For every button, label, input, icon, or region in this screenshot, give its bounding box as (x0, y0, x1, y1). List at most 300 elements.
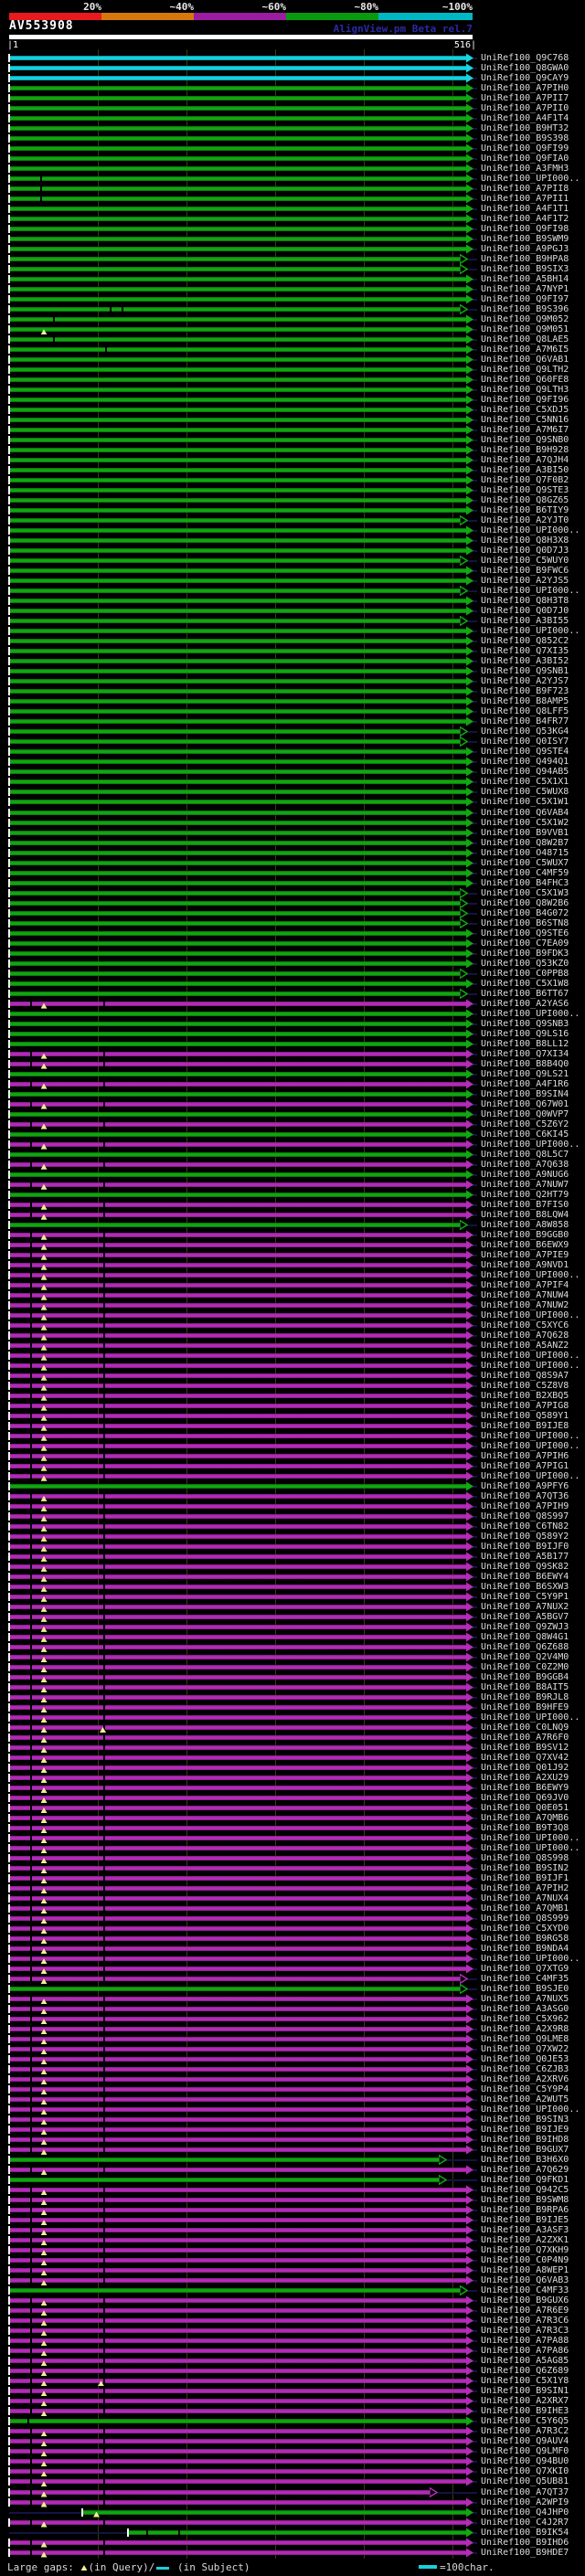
alignment-bar[interactable] (9, 1796, 466, 1800)
alignment-bar[interactable] (9, 1052, 466, 1056)
alignment-bar[interactable] (9, 739, 460, 744)
subject-label[interactable]: UniRef100_A3BI55 (481, 616, 569, 627)
subject-label[interactable]: UniRef100_Q7XKH9 (481, 2245, 569, 2256)
alignment-bar[interactable] (9, 1705, 466, 1710)
subject-label[interactable]: UniRef100_Q0JE53 (481, 2054, 569, 2065)
subject-label[interactable]: UniRef100_C6TN82 (481, 1521, 569, 1532)
subject-label[interactable]: UniRef100_B9SIN3 (481, 2115, 569, 2125)
subject-label[interactable]: UniRef100_Q9LTH2 (481, 365, 569, 376)
alignment-bar[interactable] (9, 1956, 466, 1961)
alignment-bar[interactable] (9, 2540, 466, 2545)
alignment-bar[interactable] (9, 1293, 466, 1298)
alignment-bar[interactable] (9, 2278, 466, 2283)
subject-label[interactable]: UniRef100_A5BH14 (481, 274, 569, 285)
subject-label[interactable]: UniRef100_Q9FIA0 (481, 154, 569, 164)
alignment-bar[interactable] (9, 2137, 466, 2142)
subject-label[interactable]: UniRef100_C5X1Y8 (481, 2376, 569, 2387)
alignment-bar[interactable] (9, 981, 466, 986)
subject-label[interactable]: UniRef100_A5AG85 (481, 2356, 569, 2367)
alignment-bar[interactable] (9, 357, 466, 362)
subject-label[interactable]: UniRef100_Q53KG4 (481, 726, 569, 737)
alignment-bar[interactable] (9, 689, 466, 694)
subject-label[interactable]: UniRef100_B4FR77 (481, 716, 569, 727)
alignment-bar[interactable] (9, 408, 466, 412)
alignment-bar[interactable] (9, 1574, 466, 1579)
subject-label[interactable]: UniRef100_C5Z6Y2 (481, 1118, 569, 1129)
alignment-bar[interactable] (9, 1936, 466, 1941)
alignment-bar[interactable] (9, 146, 466, 151)
alignment-bar[interactable] (9, 377, 466, 382)
alignment-bar[interactable] (9, 1162, 466, 1167)
alignment-bar[interactable] (9, 931, 466, 936)
alignment-bar[interactable] (9, 1946, 466, 1951)
alignment-bar[interactable] (9, 126, 466, 131)
subject-label[interactable]: UniRef100_A2YJT0 (481, 515, 569, 526)
subject-label[interactable]: UniRef100_B9IJF0 (481, 1541, 569, 1552)
alignment-bar[interactable] (9, 478, 466, 482)
alignment-bar[interactable] (9, 1695, 466, 1700)
alignment-bar[interactable] (9, 599, 466, 603)
alignment-bar[interactable] (9, 277, 466, 281)
subject-label[interactable]: UniRef100_UPI000.. (481, 1712, 580, 1723)
alignment-bar[interactable] (9, 2429, 466, 2433)
subject-label[interactable]: UniRef100_A7PII8 (481, 184, 569, 195)
subject-label[interactable]: UniRef100_A2YAS6 (481, 998, 569, 1009)
alignment-bar[interactable] (9, 609, 466, 613)
alignment-bar[interactable] (9, 2178, 439, 2182)
subject-label[interactable]: UniRef100_C4MF33 (481, 2285, 569, 2296)
alignment-bar[interactable] (9, 76, 466, 80)
subject-label[interactable]: UniRef100_B9IHE3 (481, 2406, 569, 2417)
alignment-bar[interactable] (9, 1373, 466, 1378)
alignment-bar[interactable] (9, 528, 466, 533)
subject-label[interactable]: UniRef100_Q942C5 (481, 2185, 569, 2196)
subject-label[interactable]: UniRef100_UPI000.. (481, 626, 580, 637)
subject-label[interactable]: UniRef100_A7R3C6 (481, 2316, 569, 2327)
subject-label[interactable]: UniRef100_B9GGB0 (481, 1229, 569, 1240)
alignment-bar[interactable] (9, 1383, 466, 1388)
subject-label[interactable]: UniRef100_Q9SNB1 (481, 666, 569, 677)
alignment-bar[interactable] (9, 1966, 466, 1971)
alignment-bar[interactable] (9, 176, 466, 181)
subject-label[interactable]: UniRef100_Q8S997 (481, 1511, 569, 1521)
subject-label[interactable]: UniRef100_Q2HT79 (481, 1189, 569, 1200)
alignment-bar[interactable] (9, 1715, 466, 1720)
alignment-bar[interactable] (9, 1856, 466, 1860)
subject-label[interactable]: UniRef100_B7FIS0 (481, 1199, 569, 1210)
subject-label[interactable]: UniRef100_A5B177 (481, 1551, 569, 1562)
subject-label[interactable]: UniRef100_Q6VAB3 (481, 2275, 569, 2286)
subject-label[interactable]: UniRef100_B9NDA4 (481, 1944, 569, 1955)
subject-label[interactable]: UniRef100_B4G072 (481, 907, 569, 918)
subject-label[interactable]: UniRef100_Q8W2B6 (481, 897, 569, 908)
subject-label[interactable]: UniRef100_A7PIH9 (481, 1500, 569, 1511)
alignment-bar[interactable] (9, 921, 460, 926)
subject-label[interactable]: UniRef100_A2YJS5 (481, 576, 569, 587)
alignment-bar[interactable] (9, 96, 466, 101)
subject-label[interactable]: UniRef100_Q9LME8 (481, 2034, 569, 2045)
subject-label[interactable]: UniRef100_A7Q638 (481, 1159, 569, 1170)
subject-label[interactable]: UniRef100_UPI000.. (481, 1139, 580, 1150)
alignment-bar[interactable] (9, 1866, 466, 1871)
alignment-bar[interactable] (9, 1313, 466, 1318)
alignment-bar[interactable] (9, 136, 466, 141)
subject-label[interactable]: UniRef100_A7PIE9 (481, 1249, 569, 1260)
subject-label[interactable]: UniRef100_Q589Y2 (481, 1531, 569, 1542)
alignment-bar[interactable] (9, 287, 466, 292)
subject-label[interactable]: UniRef100_C5WUY0 (481, 556, 569, 567)
subject-label[interactable]: UniRef100_A5ANZ2 (481, 1340, 569, 1351)
alignment-bar[interactable] (9, 307, 460, 312)
subject-label[interactable]: UniRef100_Q9SNB0 (481, 435, 569, 446)
alignment-bar[interactable] (9, 297, 466, 302)
alignment-bar[interactable] (9, 1353, 466, 1358)
subject-label[interactable]: UniRef100_A5BGV7 (481, 1611, 569, 1622)
subject-label[interactable]: UniRef100_Q0WVP7 (481, 1108, 569, 1119)
alignment-bar[interactable] (9, 1765, 466, 1770)
subject-label[interactable]: UniRef100_Q0D7J0 (481, 606, 569, 617)
subject-label[interactable]: UniRef100_C4MF59 (481, 867, 569, 878)
alignment-bar[interactable] (9, 1172, 466, 1177)
alignment-bar[interactable] (9, 800, 466, 804)
subject-label[interactable]: UniRef100_C5XDJ5 (481, 405, 569, 416)
subject-label[interactable]: UniRef100_B6STN8 (481, 917, 569, 928)
subject-label[interactable]: UniRef100_Q01J92 (481, 1763, 569, 1773)
alignment-bar[interactable] (9, 1454, 466, 1458)
subject-label[interactable]: UniRef100_A9NUG6 (481, 1169, 569, 1180)
subject-label[interactable]: UniRef100_B8LQW4 (481, 1209, 569, 1220)
alignment-bar[interactable] (9, 1424, 466, 1428)
alignment-bar[interactable] (9, 821, 466, 825)
alignment-bar[interactable] (9, 578, 466, 583)
subject-label[interactable]: UniRef100_B9RJL8 (481, 1692, 569, 1702)
subject-label[interactable]: UniRef100_B9HPA8 (481, 254, 569, 265)
alignment-bar[interactable] (9, 317, 466, 322)
alignment-bar[interactable] (9, 2419, 466, 2423)
alignment-bar[interactable] (9, 951, 466, 956)
alignment-bar[interactable] (9, 558, 460, 563)
subject-label[interactable]: UniRef100_A7PII0 (481, 103, 569, 113)
subject-label[interactable]: UniRef100_UPI000.. (481, 1008, 580, 1019)
alignment-bar[interactable] (9, 267, 460, 271)
alignment-bar[interactable] (9, 2348, 466, 2353)
subject-label[interactable]: UniRef100_A4F1T1 (481, 204, 569, 215)
alignment-bar[interactable] (9, 2017, 466, 2021)
alignment-bar[interactable] (9, 1745, 466, 1750)
subject-label[interactable]: UniRef100_C5WUX8 (481, 787, 569, 798)
subject-label[interactable]: UniRef100_A7NUW2 (481, 1299, 569, 1310)
alignment-bar[interactable] (9, 1554, 466, 1559)
alignment-bar[interactable] (9, 186, 466, 191)
alignment-bar[interactable] (9, 1273, 466, 1277)
subject-label[interactable]: UniRef100_O48715 (481, 847, 569, 858)
alignment-bar[interactable] (9, 1645, 466, 1649)
alignment-bar[interactable] (9, 56, 466, 60)
alignment-bar[interactable] (9, 2550, 466, 2555)
alignment-bar[interactable] (9, 1072, 466, 1076)
alignment-bar[interactable] (9, 387, 466, 392)
alignment-bar[interactable] (9, 1484, 466, 1489)
alignment-bar[interactable] (9, 428, 466, 432)
subject-label[interactable]: UniRef100_UPI000.. (481, 1360, 580, 1371)
alignment-bar[interactable] (9, 2359, 466, 2363)
subject-label[interactable]: UniRef100_A7R3C3 (481, 2326, 569, 2337)
alignment-bar[interactable] (9, 337, 466, 342)
subject-label[interactable]: UniRef100_B9FDK3 (481, 948, 569, 959)
subject-label[interactable]: UniRef100_A7PIG1 (481, 1460, 569, 1471)
alignment-bar[interactable] (9, 639, 466, 643)
subject-label[interactable]: UniRef100_Q852C2 (481, 636, 569, 647)
subject-label[interactable]: UniRef100_A9PFY6 (481, 1480, 569, 1491)
alignment-bar[interactable] (9, 1263, 466, 1267)
alignment-bar[interactable] (9, 2198, 466, 2202)
subject-label[interactable]: UniRef100_A7R3C2 (481, 2426, 569, 2437)
alignment-bar[interactable] (9, 2318, 466, 2323)
subject-label[interactable]: UniRef100_Q9M051 (481, 324, 569, 335)
alignment-bar[interactable] (9, 2208, 466, 2212)
subject-label[interactable]: UniRef100_A8W858 (481, 1219, 569, 1230)
subject-label[interactable]: UniRef100_B9S396 (481, 304, 569, 315)
alignment-bar[interactable] (9, 166, 466, 171)
alignment-bar[interactable] (9, 1213, 466, 1217)
subject-label[interactable]: UniRef100_C0P4N9 (481, 2255, 569, 2266)
subject-label[interactable]: UniRef100_UPI000.. (481, 586, 580, 597)
alignment-bar[interactable] (9, 2027, 466, 2031)
subject-label[interactable]: UniRef100_A8WEP1 (481, 2265, 569, 2276)
subject-label[interactable]: UniRef100_UPI000.. (481, 1309, 580, 1320)
subject-label[interactable]: UniRef100_Q9LS21 (481, 1068, 569, 1079)
subject-label[interactable]: UniRef100_B9SIN2 (481, 1863, 569, 1874)
subject-label[interactable]: UniRef100_C5X1W8 (481, 978, 569, 989)
alignment-bar[interactable] (9, 1534, 466, 1539)
subject-label[interactable]: UniRef100_Q8S9A7 (481, 1370, 569, 1381)
subject-label[interactable]: UniRef100_Q8W2B7 (481, 837, 569, 848)
subject-label[interactable]: UniRef100_Q8S998 (481, 1853, 569, 1864)
subject-label[interactable]: UniRef100_A7PIH2 (481, 1883, 569, 1894)
subject-label[interactable]: UniRef100_Q7XI35 (481, 646, 569, 657)
alignment-bar[interactable] (9, 709, 466, 714)
alignment-bar[interactable] (9, 2067, 466, 2072)
alignment-bar[interactable] (9, 2308, 466, 2313)
subject-label[interactable]: UniRef100_Q494Q1 (481, 757, 569, 768)
alignment-bar[interactable] (9, 2007, 466, 2011)
alignment-bar[interactable] (9, 971, 460, 976)
alignment-bar[interactable] (9, 227, 466, 231)
subject-label[interactable]: UniRef100_A7NUX5 (481, 1994, 569, 2005)
alignment-bar[interactable] (9, 327, 466, 332)
alignment-bar[interactable] (9, 398, 466, 402)
subject-label[interactable]: UniRef100_A7NUX2 (481, 1601, 569, 1612)
alignment-bar[interactable] (9, 1303, 466, 1308)
subject-label[interactable]: UniRef100_B9SIN4 (481, 1088, 569, 1099)
subject-label[interactable]: UniRef100_B9S398 (481, 133, 569, 143)
subject-label[interactable]: UniRef100_B3H6X0 (481, 2155, 569, 2166)
subject-label[interactable]: UniRef100_Q8L5C7 (481, 1149, 569, 1160)
subject-label[interactable]: UniRef100_C6ZJB3 (481, 2064, 569, 2075)
alignment-bar[interactable] (9, 1062, 466, 1066)
alignment-bar[interactable] (9, 749, 466, 754)
alignment-bar[interactable] (9, 1564, 466, 1569)
subject-label[interactable]: UniRef100_Q9STE6 (481, 928, 569, 938)
alignment-bar[interactable] (9, 2338, 466, 2343)
subject-label[interactable]: UniRef100_A7Q628 (481, 1330, 569, 1341)
subject-label[interactable]: UniRef100_B6TIY9 (481, 505, 569, 516)
subject-label[interactable]: UniRef100_A7QT36 (481, 1490, 569, 1501)
alignment-bar[interactable] (9, 1816, 466, 1820)
alignment-bar[interactable] (9, 1042, 466, 1046)
subject-label[interactable]: UniRef100_B2XBQ5 (481, 1390, 569, 1401)
alignment-bar[interactable] (9, 881, 466, 885)
subject-label[interactable]: UniRef100_A3ASG0 (481, 2004, 569, 2015)
subject-label[interactable]: UniRef100_B9IJE5 (481, 2215, 569, 2226)
alignment-bar[interactable] (9, 2037, 466, 2041)
alignment-bar[interactable] (9, 831, 466, 835)
subject-label[interactable]: UniRef100_A7QT37 (481, 2486, 569, 2497)
subject-label[interactable]: UniRef100_Q8W4G1 (481, 1631, 569, 1642)
alignment-bar[interactable] (9, 1253, 466, 1257)
subject-label[interactable]: UniRef100_B6TT67 (481, 988, 569, 999)
alignment-bar[interactable] (9, 2369, 466, 2373)
alignment-bar[interactable] (9, 811, 466, 815)
subject-label[interactable]: UniRef100_B9HFE9 (481, 1702, 569, 1712)
subject-label[interactable]: UniRef100_A4F1T4 (481, 113, 569, 123)
alignment-bar[interactable] (9, 1323, 466, 1328)
subject-label[interactable]: UniRef100_A7NUW4 (481, 1289, 569, 1300)
subject-label[interactable]: UniRef100_B4FHC3 (481, 877, 569, 888)
alignment-bar[interactable] (9, 86, 466, 90)
subject-label[interactable]: UniRef100_B9SV12 (481, 1743, 569, 1753)
alignment-bar[interactable] (9, 538, 466, 543)
alignment-bar[interactable] (9, 2168, 466, 2172)
alignment-bar[interactable] (9, 699, 466, 704)
alignment-bar[interactable] (9, 769, 466, 774)
subject-label[interactable]: UniRef100_B9FWC6 (481, 566, 569, 577)
subject-label[interactable]: UniRef100_B9IJE9 (481, 2125, 569, 2136)
alignment-bar[interactable] (9, 257, 460, 261)
alignment-bar[interactable] (9, 861, 466, 865)
subject-label[interactable]: UniRef100_A7M6I5 (481, 345, 569, 355)
alignment-bar[interactable] (9, 2288, 460, 2293)
alignment-bar[interactable] (9, 1635, 466, 1639)
alignment-bar[interactable] (9, 679, 466, 684)
alignment-bar[interactable] (9, 548, 466, 553)
subject-label[interactable]: UniRef100_Q7F0B2 (481, 475, 569, 486)
alignment-bar[interactable] (9, 649, 466, 653)
alignment-bar[interactable] (9, 790, 466, 794)
subject-label[interactable]: UniRef100_UPI000.. (481, 1269, 580, 1280)
alignment-bar[interactable] (9, 1082, 466, 1087)
alignment-bar[interactable] (9, 1142, 466, 1147)
subject-label[interactable]: UniRef100_A7PIF4 (481, 1279, 569, 1290)
subject-label[interactable]: UniRef100_A3BI52 (481, 656, 569, 667)
alignment-bar[interactable] (9, 669, 466, 673)
alignment-bar[interactable] (9, 1665, 466, 1670)
alignment-bar[interactable] (82, 2510, 466, 2515)
subject-label[interactable]: UniRef100_Q9STE4 (481, 747, 569, 758)
subject-label[interactable]: UniRef100_Q8H3X8 (481, 535, 569, 546)
subject-label[interactable]: UniRef100_C5X1W3 (481, 887, 569, 898)
alignment-bar[interactable] (9, 1464, 466, 1468)
alignment-bar[interactable] (9, 891, 460, 896)
alignment-bar[interactable] (9, 498, 466, 503)
alignment-bar[interactable] (9, 247, 466, 251)
subject-label[interactable]: UniRef100_C6KI45 (481, 1129, 569, 1140)
alignment-bar[interactable] (9, 1544, 466, 1549)
alignment-bar[interactable] (9, 1243, 466, 1247)
subject-label[interactable]: UniRef100_B9F723 (481, 686, 569, 697)
subject-label[interactable]: UniRef100_A2X9R8 (481, 2024, 569, 2035)
alignment-bar[interactable] (9, 1655, 466, 1659)
subject-label[interactable]: UniRef100_A7NUW7 (481, 1179, 569, 1190)
subject-label[interactable]: UniRef100_C0LNQ9 (481, 1723, 569, 1733)
alignment-bar[interactable] (9, 1826, 466, 1830)
subject-label[interactable]: UniRef100_B9RG58 (481, 1934, 569, 1945)
subject-label[interactable]: UniRef100_Q6Z688 (481, 1641, 569, 1652)
alignment-bar[interactable] (9, 2157, 439, 2162)
subject-label[interactable]: UniRef100_Q5UB81 (481, 2476, 569, 2487)
subject-label[interactable]: UniRef100_UPI000.. (481, 174, 580, 185)
subject-label[interactable]: UniRef100_B9IHD8 (481, 2135, 569, 2146)
alignment-bar[interactable] (9, 448, 466, 452)
alignment-bar[interactable] (9, 1233, 466, 1237)
subject-label[interactable]: UniRef100_Q67W01 (481, 1098, 569, 1109)
alignment-bar[interactable] (9, 1786, 466, 1790)
alignment-bar[interactable] (9, 619, 460, 623)
subject-label[interactable]: UniRef100_UPI000.. (481, 1843, 580, 1854)
subject-label[interactable]: UniRef100_C5X1X1 (481, 777, 569, 788)
subject-label[interactable]: UniRef100_Q9FKD1 (481, 2175, 569, 2186)
subject-label[interactable]: UniRef100_UPI000.. (481, 1954, 580, 1965)
subject-label[interactable]: UniRef100_B9HT32 (481, 123, 569, 133)
alignment-bar[interactable] (9, 418, 466, 422)
alignment-bar[interactable] (9, 588, 460, 593)
alignment-bar[interactable] (9, 2228, 466, 2232)
subject-label[interactable]: UniRef100_C5Y6Q5 (481, 2416, 569, 2427)
alignment-bar[interactable] (9, 1152, 466, 1157)
subject-label[interactable]: UniRef100_Q0ISY7 (481, 737, 569, 747)
alignment-bar[interactable] (9, 1474, 466, 1479)
subject-label[interactable]: UniRef100_A7R6E9 (481, 2306, 569, 2316)
alignment-bar[interactable] (9, 2268, 466, 2273)
subject-label[interactable]: UniRef100_Q7XTG9 (481, 1964, 569, 1975)
alignment-bar[interactable] (9, 1906, 466, 1911)
alignment-bar[interactable] (9, 1102, 466, 1107)
alignment-bar[interactable] (9, 1685, 466, 1690)
subject-label[interactable]: UniRef100_A3ASF3 (481, 2225, 569, 2236)
subject-label[interactable]: UniRef100_Q6VAB1 (481, 355, 569, 366)
alignment-bar[interactable] (9, 1755, 466, 1760)
alignment-bar[interactable] (9, 1514, 466, 1519)
alignment-bar[interactable] (9, 2188, 466, 2192)
alignment-bar[interactable] (9, 1193, 466, 1197)
subject-label[interactable]: UniRef100_Q9LS16 (481, 1028, 569, 1039)
subject-label[interactable]: UniRef100_B9SWM9 (481, 234, 569, 245)
subject-label[interactable]: UniRef100_C0Z2M0 (481, 1662, 569, 1672)
alignment-bar[interactable] (9, 1605, 466, 1609)
subject-label[interactable]: UniRef100_A3BI50 (481, 465, 569, 476)
alignment-bar[interactable] (9, 1615, 466, 1619)
subject-label[interactable]: UniRef100_A7QMB1 (481, 1903, 569, 1914)
subject-label[interactable]: UniRef100_Q9M052 (481, 314, 569, 325)
subject-label[interactable]: UniRef100_Q8GWA0 (481, 63, 569, 73)
alignment-bar[interactable] (9, 1203, 466, 1207)
subject-label[interactable]: UniRef100_C5Y9P1 (481, 1591, 569, 1602)
alignment-bar[interactable] (9, 2459, 466, 2464)
subject-label[interactable]: UniRef100_C7EA09 (481, 938, 569, 949)
subject-label[interactable]: UniRef100_B8LL12 (481, 1038, 569, 1049)
subject-label[interactable]: UniRef100_Q9FI97 (481, 294, 569, 305)
subject-label[interactable]: UniRef100_Q0D7J3 (481, 546, 569, 557)
